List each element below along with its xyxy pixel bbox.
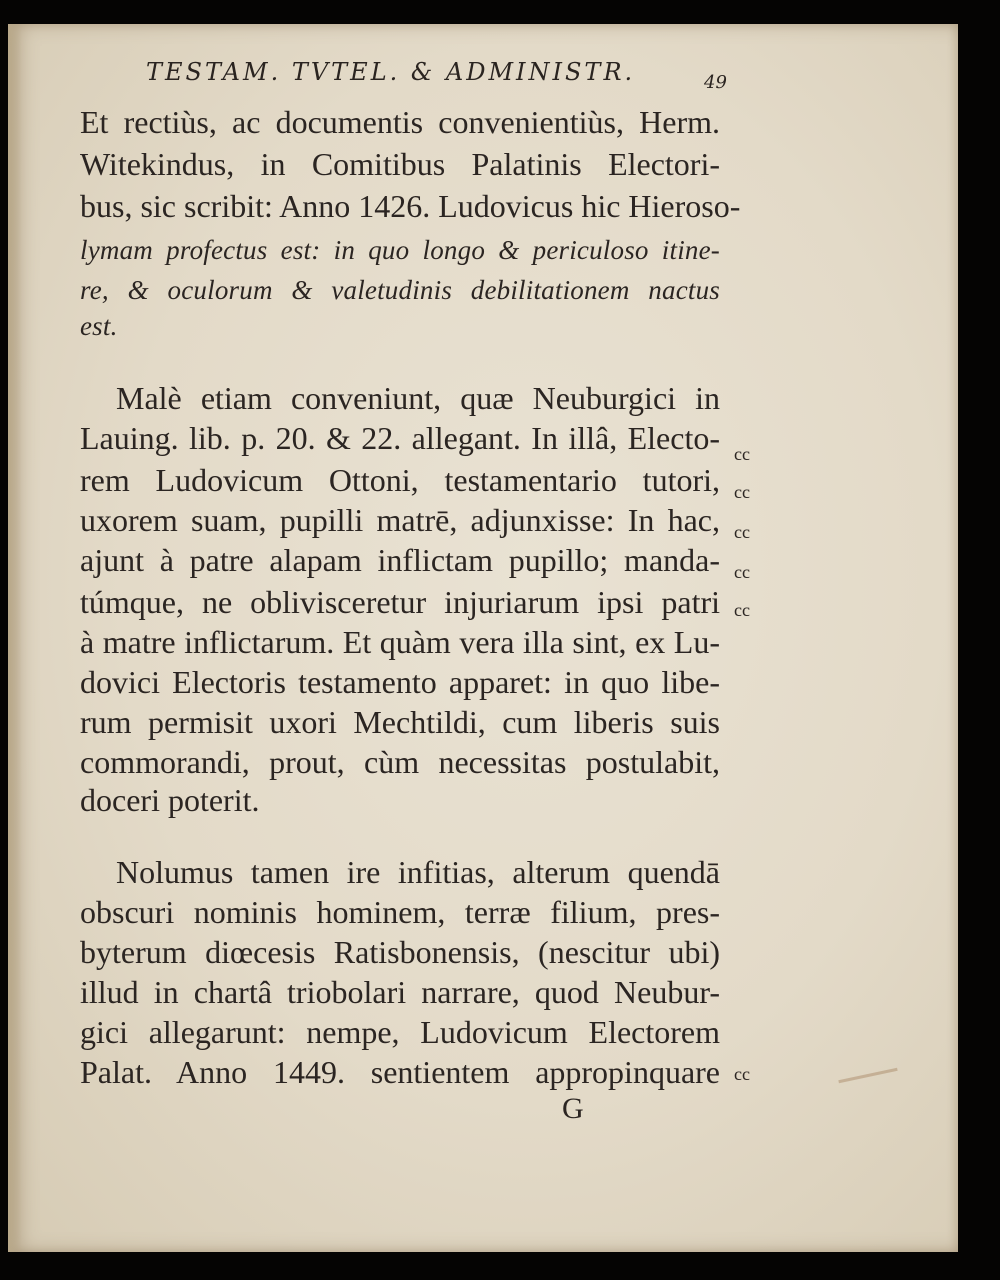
page-number: 49 xyxy=(704,72,727,93)
text-line: bus, sic scribit: Anno 1426. Ludovicus hic Hieroso- xyxy=(80,188,741,224)
text-line: byterum diœcesis Ratisbonensis, (nescitur ubi) xyxy=(80,934,720,970)
text-line: à matre inflictarum. Et quàm vera illa sint, ex Lu- xyxy=(80,624,720,660)
text-line: illud in chartâ triobolari narrare, quod Neubur- xyxy=(80,974,720,1010)
margin-quote-mark: cc xyxy=(734,444,750,464)
margin-quote-mark: cc xyxy=(734,600,750,620)
text-line: doceri poterit. xyxy=(80,782,260,818)
text-line: re, & oculorum & valetudinis debilitationem nactus xyxy=(80,275,720,305)
text-line: rum permisit uxori Mechtildi, cum liberis suis xyxy=(80,704,720,740)
margin-quote-mark: cc xyxy=(734,1064,750,1084)
text-line: lymam profectus est: in quo longo & periculoso itine- xyxy=(80,235,720,265)
text-line: Witekindus, in Comitibus Palatinis Electori- xyxy=(80,146,720,182)
text-line: Nolumus tamen ire infitias, alterum quendā xyxy=(116,854,720,890)
paper-stain xyxy=(838,1068,897,1083)
text-line: uxorem suam, pupilli matrē, adjunxisse: In hac, xyxy=(80,502,720,538)
margin-quote-mark: cc xyxy=(734,562,750,582)
margin-quote-mark: cc xyxy=(734,482,750,502)
margin-quote-mark: cc xyxy=(734,522,750,542)
running-header: TESTAM. TVTEL. & ADMINISTR. xyxy=(146,58,636,86)
text-line: gici allegarunt: nempe, Ludovicum Electorem xyxy=(80,1014,720,1050)
text-line: dovici Electoris testamento apparet: in quo libe- xyxy=(80,664,720,700)
text-line: obscuri nominis hominem, terræ filium, pres- xyxy=(80,894,720,930)
page-binding-edge xyxy=(8,24,22,1252)
text-line: Malè etiam conveniunt, quæ Neuburgici in xyxy=(116,380,720,416)
signature-mark: G xyxy=(562,1092,584,1125)
text-line: túmque, ne oblivisceretur injuriarum ipsi patri xyxy=(80,584,720,620)
text-line: Lauing. lib. p. 20. & 22. allegant. In illâ, Electo- xyxy=(80,420,720,456)
text-line: ajunt à patre alapam inflictam pupillo; manda- xyxy=(80,542,720,578)
text-line: rem Ludovicum Ottoni, testamentario tutori, xyxy=(80,462,720,498)
text-line: commorandi, prout, cùm necessitas postulabit, xyxy=(80,744,720,780)
text-line: Palat. Anno 1449. sentientem appropinquare xyxy=(80,1054,720,1090)
text-line: est. xyxy=(80,311,118,341)
text-line: Et rectiùs, ac documentis convenientiùs, Herm. xyxy=(80,104,720,140)
